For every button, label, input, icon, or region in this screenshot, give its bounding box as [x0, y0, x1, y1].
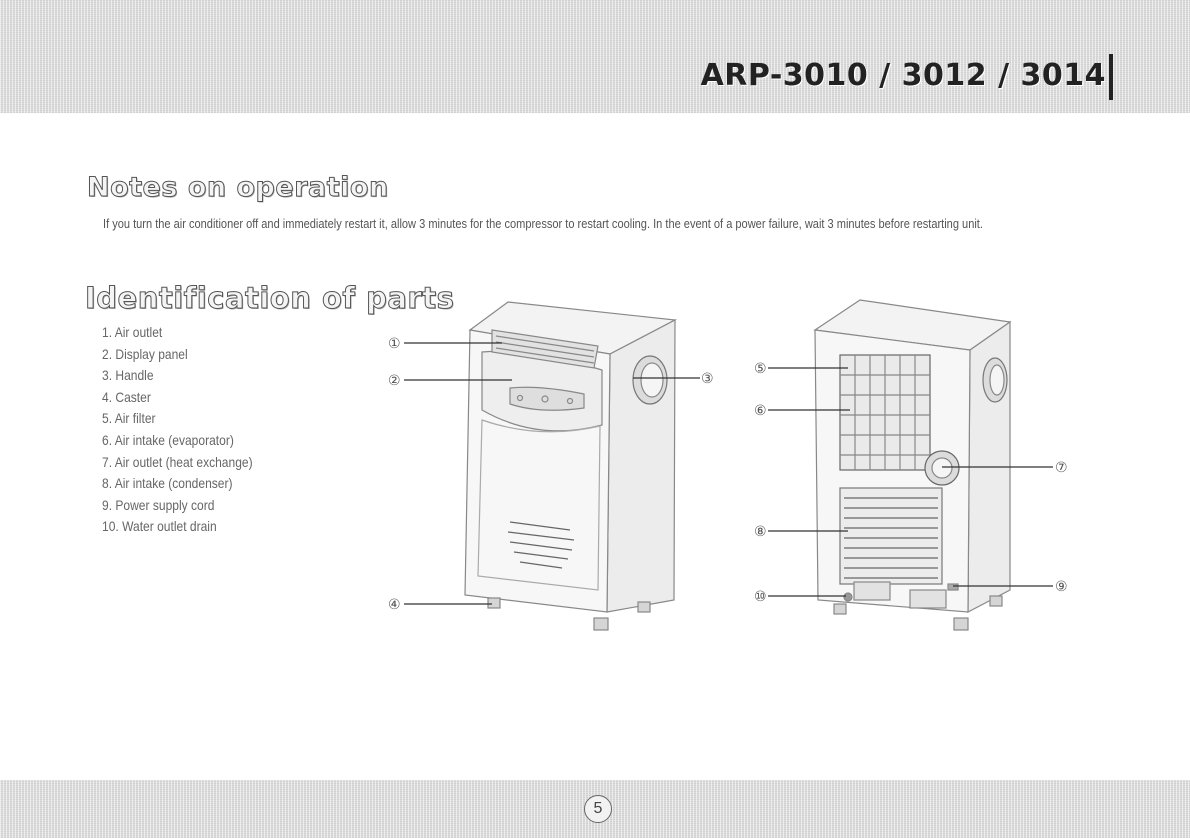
notes-heading: Notes on operation	[87, 172, 389, 203]
parts-list-item: 8. Air intake (condenser)	[102, 475, 233, 492]
header-band	[0, 0, 1190, 113]
front-view-illustration	[465, 302, 675, 630]
parts-list-item: 3. Handle	[102, 367, 154, 384]
callout-number: ⑦	[1055, 460, 1068, 476]
callout-number: ⑩	[754, 589, 767, 605]
callout-number: ①	[388, 336, 401, 352]
notes-body: If you turn the air conditioner off and immediately restart it, allow 3 minutes for the compressor to restart cooling. In the event of a power failure, wait 3 minutes before restarting unit.	[103, 216, 983, 231]
callout-number: ⑥	[754, 403, 767, 419]
parts-list-item: 2. Display panel	[102, 345, 188, 362]
callout-number: ③	[701, 371, 714, 387]
parts-list-item: 6. Air intake (evaporator)	[102, 431, 234, 448]
parts-list-item: 10. Water outlet drain	[102, 518, 217, 535]
page-number: 5	[584, 795, 612, 823]
parts-list-item: 5. Air filter	[102, 410, 156, 427]
title-divider	[1109, 54, 1113, 100]
parts-list-item: 1. Air outlet	[102, 324, 163, 340]
model-title: ARP-3010 / 3012 / 3014	[700, 58, 1106, 93]
parts-list	[102, 322, 253, 538]
parts-list-item: 9. Power supply cord	[102, 496, 215, 513]
callout-number: ⑤	[754, 361, 767, 377]
parts-list-item: 4. Caster	[102, 388, 151, 405]
callout-number: ⑧	[754, 524, 767, 540]
callout-number: ⑨	[1055, 579, 1068, 595]
parts-heading: Identification of parts	[85, 281, 455, 315]
callout-number: ②	[388, 373, 401, 389]
unit-diagram	[370, 290, 1090, 640]
callout-number: ④	[388, 597, 401, 613]
back-view-illustration	[815, 300, 1010, 630]
parts-list-item: 7. Air outlet (heat exchange)	[102, 453, 253, 470]
